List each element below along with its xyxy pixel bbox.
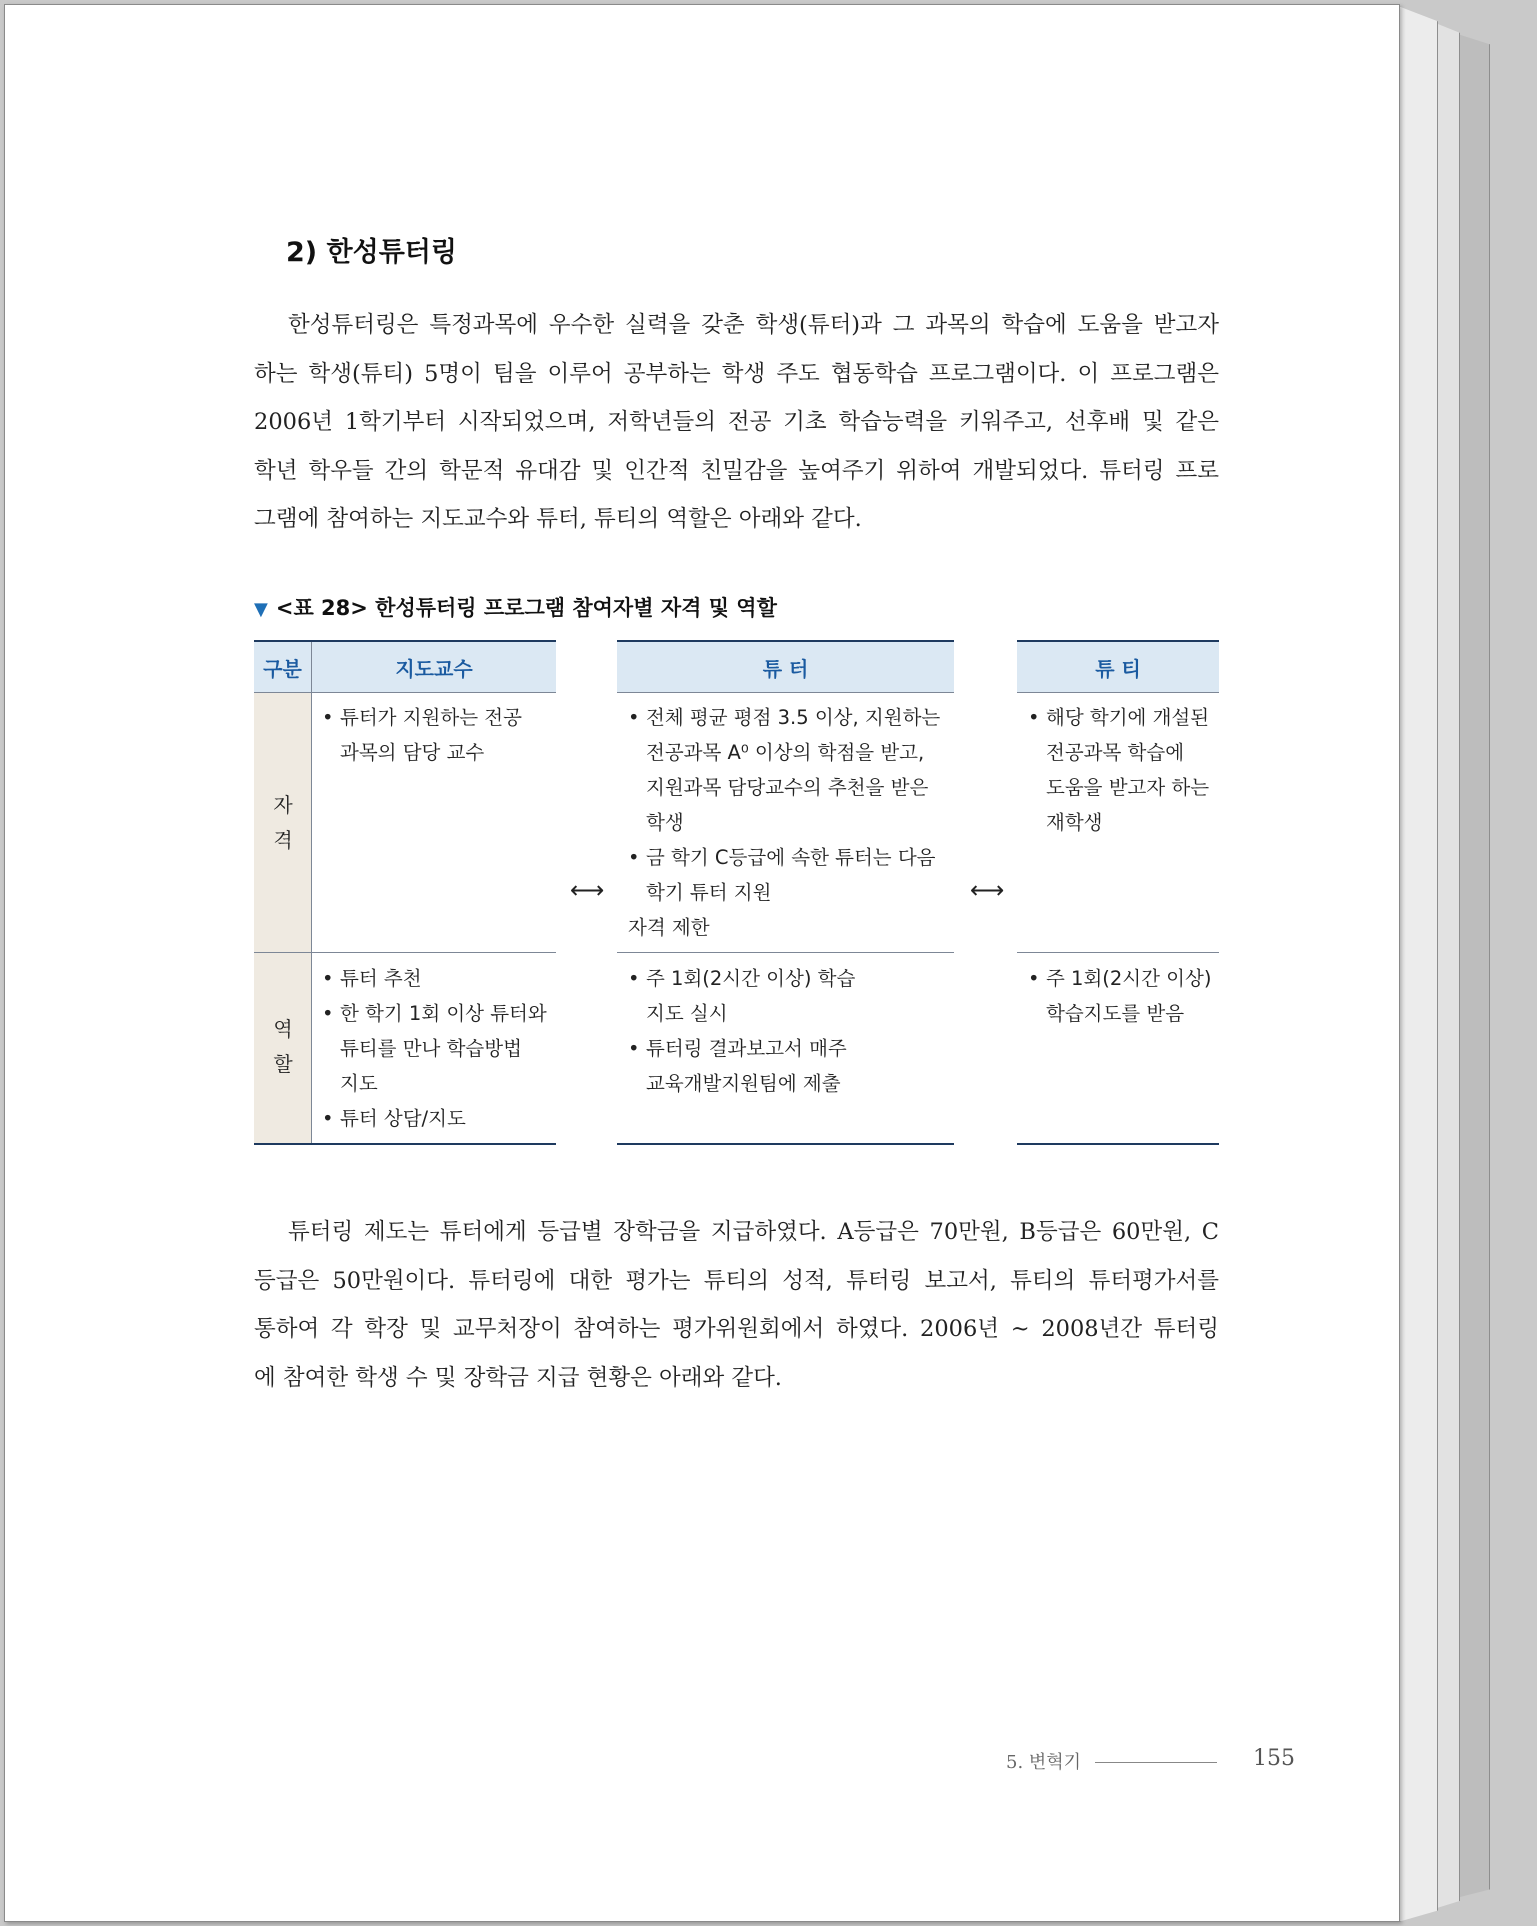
paragraph-line: 2006년 1학기부터 시작되었으며, 저학년들의 전공 기초 학습능력을 키워주고, 선후배 및 같은 [254,409,1219,435]
cell-tutor-qualification [628,700,948,945]
cell-tutor-role [628,961,948,1101]
list-item: • 튜터 추천 [322,961,552,996]
list-item: • 전체 평균 평점 3.5 이상, 지원하는 전공과목 A⁰ 이상의 학점을 받고, 지원과목 담당교수의 추천을 받은 학생 [628,700,948,840]
table-caption [254,592,777,622]
paragraph-line: 학년 학우들 간의 학문적 유대감 및 인간적 친밀감을 높여주기 위하여 개발되었다. 튜터링 프로 [254,457,1219,484]
list-item: • 주 1회(2시간 이상) 학습지도를 받음 [1028,961,1218,1031]
list-item-continuation: 자격 제한 [628,916,710,939]
row-label-role: 역 할 [273,1017,293,1076]
triangle-marker-icon: ▼ [254,599,268,620]
section-title: 2) 한성튜터링 [286,237,457,268]
cell-tutee-role [1028,961,1218,1031]
header-category: 구분 [254,642,311,692]
double-arrow-icon: ⟷ [970,876,1005,904]
paragraph-line: 등급은 50만원이다. 튜터링에 대한 평가는 튜티의 성적, 튜터링 보고서, 튜티의 튜터평가서를 [254,1267,1219,1294]
list-item: • 한 학기 1회 이상 튜터와 튜티를 만나 학습방법 지도 [322,996,552,1101]
paragraph-line: 튜터링 제도는 튜터에게 등급별 장학금을 지급하였다. A등급은 70만원, B등급은 60만원, C [288,1219,1219,1245]
paragraph-intro [254,301,1219,544]
paragraph-scholarship [254,1208,1219,1402]
list-item: • 주 1회(2시간 이상) 학습 지도 실시 [628,961,948,1031]
book-page-edge [1398,6,1438,1922]
list-item: • 튜터 상담/지도 [322,1101,552,1136]
footer-chapter: 5. 변혁기 [1006,1752,1082,1773]
paragraph-line: 통하여 각 학장 및 교무처장이 참여하는 평가위원회에서 하였다. 2006년 ~ 2008년간 튜터링 [254,1316,1219,1342]
paragraph-line: 하는 학생(튜티) 5명이 팀을 이루어 공부하는 학생 주도 협동학습 프로그램이다. 이 프로그램은 [254,360,1219,387]
paragraph-line: 한성튜터링은 특정과목에 우수한 실력을 갖춘 학생(튜터)과 그 과목의 학습에 도움을 받고자 [288,312,1219,338]
list-item: • 튜터가 지원하는 전공 과목의 담당 교수 [322,700,552,770]
list-item: • 튜터링 결과보고서 매주 교육개발지원팀에 제출 [628,1031,948,1101]
list-item: • 해당 학기에 개설된 전공과목 학습에 도움을 받고자 하는 재학생 [1028,700,1218,840]
cell-professor-role [322,961,552,1136]
header-professor: 지도교수 [312,642,556,692]
page-number: 155 [1253,1746,1295,1771]
list-item: • 금 학기 C등급에 속한 튜터는 다음 학기 튜터 지원 [628,840,948,910]
paragraph-line: 그램에 참여하는 지도교수와 튜터, 튜티의 역할은 아래와 같다. [254,506,862,532]
header-tutee: 튜 티 [1017,642,1219,692]
cell-tutee-qualification [1028,700,1218,840]
cell-professor-qualification [322,700,552,770]
row-label-qualification: 자 격 [273,793,293,852]
footer-rule [1095,1762,1217,1763]
paragraph-line: 에 참여한 학생 수 및 장학금 지급 현황은 아래와 같다. [254,1364,782,1391]
table-caption-text: <표 28> 한성튜터링 프로그램 참여자별 자격 및 역할 [275,596,777,620]
header-tutor: 튜 터 [617,642,954,692]
double-arrow-icon: ⟷ [570,876,605,904]
